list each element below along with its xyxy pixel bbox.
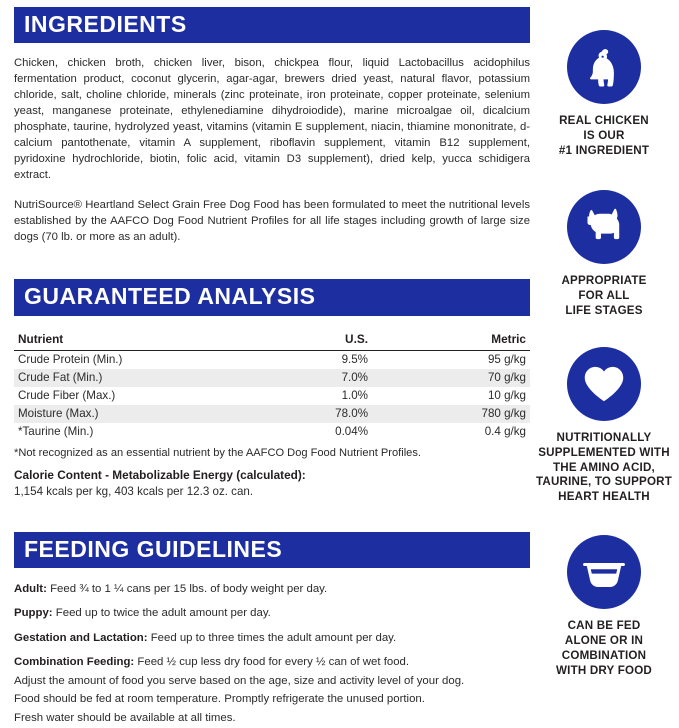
badge-caption-line: REAL CHICKEN	[559, 114, 649, 127]
feeding-guidelines-body	[14, 581, 530, 727]
table-row	[14, 387, 530, 405]
spacer	[14, 498, 530, 532]
badge-caption-line: #1 INGREDIENT	[558, 143, 650, 157]
spacer	[14, 261, 530, 279]
badge-caption-taurine	[534, 431, 674, 505]
badge-caption-real-chicken	[534, 114, 674, 158]
guaranteed-analysis-heading: GUARANTEED ANALYSIS	[14, 279, 530, 315]
table-row	[14, 369, 530, 387]
feeding-text-puppy: Feed up to twice the adult amount per day.	[52, 607, 271, 620]
feeding-text-adult: Feed ¾ to 1 ¼ cans per 15 lbs. of body weight per day.	[46, 582, 328, 595]
feeding-line-gestation	[14, 630, 530, 647]
badge-caption-all-life-stages	[534, 274, 674, 318]
table-row	[14, 350, 530, 369]
ingredients-heading: INGREDIENTS	[14, 7, 530, 43]
feeding-text-gestation: Feed up to three times the adult amount per day.	[147, 631, 397, 644]
benefit-badges-column	[534, 30, 674, 684]
column-header-us: U.S.	[244, 330, 402, 351]
badge-caption-line: THE AMINO ACID,	[553, 460, 655, 474]
feeding-text-combination: Feed ½ cup less dry food for every ½ can of wet food.	[134, 656, 410, 669]
guaranteed-analysis-table-wrap	[14, 330, 530, 498]
badge-caption-line: CAN BE FED	[567, 619, 641, 633]
table-row	[14, 423, 530, 441]
feeding-note-water: Fresh water should be available at all times.	[14, 711, 236, 724]
dog-bowl-icon-circle	[567, 535, 641, 609]
feeding-guidelines-heading: FEEDING GUIDELINES	[14, 532, 530, 568]
cell-metric: 780 g/kg	[402, 405, 530, 423]
column-header-nutrient: Nutrient	[14, 330, 244, 351]
badge-all-life-stages	[534, 190, 674, 318]
guaranteed-analysis-table	[14, 330, 530, 441]
badge-caption-line: IS OUR	[583, 128, 625, 142]
feeding-line-puppy	[14, 605, 530, 622]
badge-caption-line: APPROPRIATE	[561, 274, 647, 288]
cell-nutrient: Crude Fat (Min.)	[14, 369, 244, 387]
aafco-statement: NutriSource® Heartland Select Grain Free Dog Food has been formulated to meet the nutritional levels established by the AAFCO Dog Food Nutrient Profiles for all life stages including growth of large size dogs (70 lb. or more as an adult).	[14, 199, 530, 244]
badge-taurine-heart-health	[534, 347, 674, 505]
badge-caption-line: LIFE STAGES	[565, 304, 643, 318]
badge-caption-line: ALONE OR IN	[564, 633, 644, 647]
cell-nutrient: *Taurine (Min.)	[18, 425, 94, 439]
feeding-note-temperature: Food should be fed at room temperature. Promptly refrigerate the unused portion.	[14, 693, 425, 706]
dog-icon-circle	[567, 190, 641, 264]
badge-combination-feeding	[534, 535, 674, 678]
badge-caption-line: FOR ALL	[578, 289, 630, 303]
cell-metric: 70 g/kg	[402, 369, 530, 387]
feeding-line-adult	[14, 581, 530, 598]
feeding-note-adjust: Adjust the amount of food you serve based on the age, size and activity level of your dog.	[14, 674, 465, 687]
dog-icon	[580, 203, 628, 251]
cell-nutrient: Crude Protein (Min.)	[18, 353, 123, 367]
cell-metric: 0.4 g/kg	[484, 425, 526, 439]
badge-caption-line: COMBINATION	[561, 648, 647, 662]
feeding-label-gestation: Gestation and Lactation:	[14, 631, 148, 644]
feeding-label-combination: Combination Feeding:	[14, 656, 135, 669]
column-header-metric: Metric	[402, 330, 530, 351]
cell-us: 9.5%	[341, 353, 368, 367]
ingredients-text: Chicken, chicken broth, chicken liver, bison, chickpea flour, liquid Lactobacillus acidophilus fermentation product, coconut glycerin, agar-agar, brewers dried yeast, natural flavor, potassium chloride, salt, choline chloride, minerals (zinc proteinate, iron proteinate, copper proteinate, selenium yeast, manganese proteinate, ethylenediamine dihydroiodide), marine microalgae oil, dicalcium phosphate, taurine, hydrolyzed yeast, vitamins (vitamin E supplement, niacin, thiamine mononitrate, d-calcium pantothenate, vitamin A supplement, riboflavin supplement, vitamin B12 supplement, pyridoxine hydrochloride, biotin, folic acid, vitamin D3 supplement), dried kelp, yucca schidigera extract.	[14, 57, 530, 182]
cell-us: 7.0%	[244, 369, 402, 387]
calorie-content-title: Calorie Content - Metabolizable Energy (calculated):	[14, 467, 306, 482]
table-header-row	[14, 330, 530, 351]
dog-bowl-icon	[580, 552, 628, 592]
badge-caption-line: WITH DRY FOOD	[556, 663, 652, 677]
cell-us: 78.0%	[244, 405, 402, 423]
cell-metric: 10 g/kg	[487, 389, 526, 403]
taurine-footnote: *Not recognized as an essential nutrient by the AAFCO Dog Food Nutrient Profiles.	[14, 446, 421, 459]
badge-caption-combination	[534, 619, 674, 678]
badge-caption-line: SUPPLEMENTED WITH	[538, 445, 670, 459]
feeding-label-adult: Adult:	[14, 582, 47, 595]
heart-icon-circle	[567, 347, 641, 421]
calorie-content-value: 1,154 kcals per kg, 403 kcals per 12.3 oz. can.	[14, 484, 254, 498]
badge-caption-line: TAURINE, TO SUPPORT	[535, 475, 673, 489]
cell-us: 1.0%	[341, 389, 368, 403]
chicken-icon	[582, 45, 626, 89]
badge-caption-line: NUTRITIONALLY	[556, 430, 652, 444]
left-content-column	[14, 0, 530, 728]
cell-metric: 95 g/kg	[487, 353, 526, 367]
table-row	[14, 405, 530, 423]
feeding-label-puppy: Puppy:	[14, 607, 53, 620]
cell-nutrient: Crude Fiber (Max.)	[18, 389, 116, 403]
heart-icon	[582, 364, 626, 404]
spacer	[14, 245, 530, 261]
cell-nutrient: Moisture (Max.)	[14, 405, 244, 423]
cell-us: 0.04%	[335, 425, 368, 439]
badge-caption-line: HEART HEALTH	[558, 490, 650, 504]
chicken-icon-circle	[567, 30, 641, 104]
badge-real-chicken	[534, 30, 674, 158]
